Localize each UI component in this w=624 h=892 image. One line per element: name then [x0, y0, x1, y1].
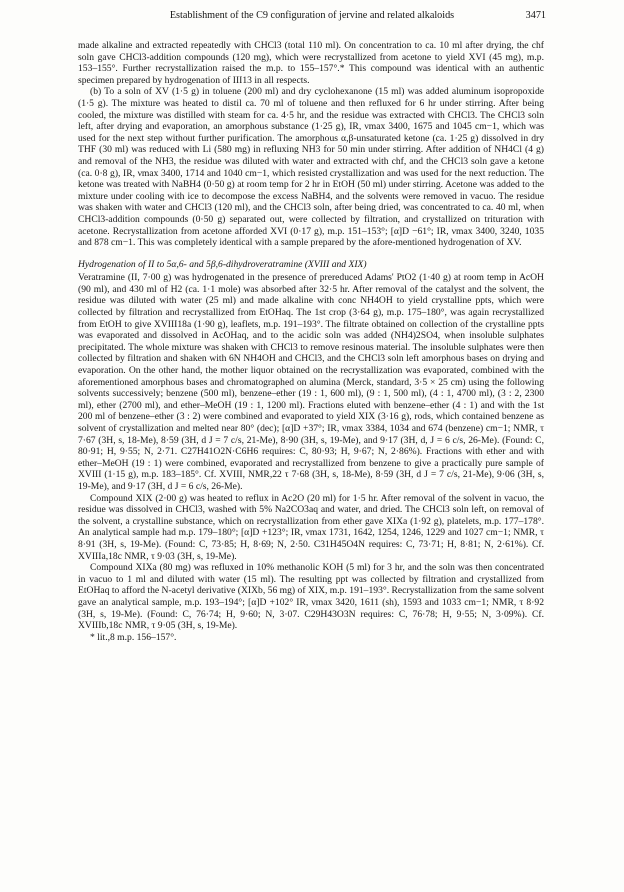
paragraph-compound-xix: Compound XIX (2·00 g) was heated to reflux in Ac2O (20 ml) for 1·5 hr. After removal of the solvent in vacuo, the residue was dissolved in CHCl3, washed with 5% Na2CO3aq and water, and dried. The CHCl3 soln left, on removal of the solvent, a crystalline substance, which on recrystallization from ether gave XIXa (1·92 g), platelets, m.p. 177–178°. An analytical sample had m.p. 179–180°; [α]D +123°; IR, νmax 1731, 1642, 1254, 1246, 1229 and 1027 cm−1; NMR, τ 8·91 (3H, s, 19-Me). (Found: C, 73·85; H, 8·69; N, 2·50. C31H45O4N requires: C, 73·71; H, 8·81; N, 2·61%). Cf. XVIIIa,18c NMR, τ 9·03 (3H, s, 19-Me). — [78, 492, 544, 562]
footnote: * lit.,8 m.p. 156–157°. — [90, 631, 177, 643]
running-title: Establishment of the C9 configuration of jervine and related alkaloids — [169, 10, 455, 21]
article-body — [78, 40, 544, 643]
paragraph-compound-xixa: Compound XIXa (80 mg) was refluxed in 10% methanolic KOH (5 ml) for 3 hr, and the soln was then concentrated in vacuo to 1 ml and diluted with water (15 ml). The resulting ppt was collected by filtration and crystallized from EtOHaq to afford the N-acetyl derivative (XIXb, 56 mg) of XIX, m.p. 191–193°. Recrystallization from the same solvent gave an analytical sample, m.p. 193–194°; [α]D +102° IR, νmax 3420, 1611 (sh), 1593 and 1033 cm−1; NMR, τ 8·92 (3H, s, 19-Me). (Found: C, 76·74; H, 9·60; N, 3·07. C29H43O3N requires: C, 76·78; H, 9·55; N, 3·09%). Cf. XVIIIb,18c NMR, τ 9·05 (3H, s, 19-Me). — [78, 562, 544, 632]
paragraph-veratramine-hydrogenation: Veratramine (II, 7·00 g) was hydrogenated in the presence of prereduced Adams' PtO2 (1·40 g) at room temp in AcOH (90 ml), and 430 ml of H2 (ca. 1·1 mole) was absorbed after 32·5 hr. After removal of the catalyst and the solvent, the residue was diluted with water (25 ml) and made alkaline with conc NH4OH to yield crystalline ppts, which were collected by filtration and recrystallized from EtOHaq. The 1st crop (3·64 g), m.p. 175–180°, was again recrystallized from EtOH to give XVIII18a (1·90 g), leaflets, m.p. 191–193°. The filtrate obtained on collection of the crystalline ppts was evaporated and dissolved in AcOHaq, and to the acidic soln was added (NH4)2SO4, when insoluble sulphates precipitated. The whole mixture was shaken with CHCl3 to remove resinous material. The insoluble sulphates were then collected by filtration and shaken with 6N NH4OH and CHCl3, and the CHCl3 soln left amorphous bases on drying and evaporation. On the other hand, the mother liquor obtained on the recrystallization was evaporated, combined with the aforementioned amorphous bases and chromatographed on alumina (Merck, standard, 3·5 × 25 cm) using the following solvents successively; benzene (500 ml), benzene–ether (19 : 1, 600 ml), (9 : 1, 500 ml), (4 : 1, 4700 ml), (3 : 2, 2300 ml), ether (2700 ml), and ether–MeOH (19 : 1, 1200 ml). Fractions eluted with benzene–ether (4 : 1) and with the 1st 200 ml of benzene–ether (3 : 2) were combined and evaporated to yield XIX (3·16 g), rods, which contained benzene as solvent of crystallization and melted near 80° (dec); [α]D +37°; IR, νmax 3384, 1034 and 674 (benzene) cm−1; NMR, τ 7·67 (3H, s, 18-Me), 8·59 (3H, d J = 7 c/s, 21-Me), 8·90 (3H, s, 19-Me), and 9·17 (3H, d, J = 6 c/s, 26-Me). (Found: C, 80·91; H, 9·55; N, 2·71. C27H41O2N·C6H6 requires: C, 80·93; H, 9·67; N, 2·86%). Fractions with ether and with ether–MeOH (19 : 1) were combined, evaporated and recrystallized from benzene to give a practically pure sample of XVIII (1·15 g), m.p. 183–185°. Cf. XVIII, NMR,22 τ 7·68 (3H, s, 18-Me), 8·59 (3H, d J = 7 c/s, 21-Me), 9·06 (3H, s, 19-Me), and 9·17 (3H, d J = 6 c/s, 26-Me). — [78, 272, 544, 492]
paragraph-procedure-b: (b) To a soln of XV (1·5 g) in toluene (200 ml) and dry cyclohexanone (15 ml) was added aluminum isopropoxide (1·5 g). The mixture was heated to distil ca. 70 ml of toluene and then refluxed for 6 hr under stirring. After being cooled, the mixture was distilled with steam for ca. 4·5 hr, and the residue was extracted with CHCl3. The CHCl3 soln left, after drying and evaporation, an amorphous substance (1·25 g), IR, νmax 3400, 1675 and 1045 cm−1, which was used for the next step without further purification. The amorphous α,β-unsaturated ketone (ca. 1·25 g) dissolved in dry THF (30 ml) was reduced with Li (580 mg) in refluxing NH3 for 50 min under stirring. After addition of NH4Cl (4 g) and removal of the NH3, the residue was diluted with water and extracted with chf, and the CHCl3 soln gave a ketone (ca. 0·8 g), IR, νmax 3400, 1714 and 1040 cm−1, which resisted crystallization and was used for the next reduction. The ketone was treated with NaBH4 (0·50 g) at room temp for 2 hr in EtOH (50 ml) under stirring. Acetone was added to the mixture under cooling with ice to decompose the excess NaBH4, and the solvents were removed in vacuo. The residue was shaken with water and CHCl3 (120 ml), and the CHCl3 soln, after being dried, was concentrated to ca. 40 ml, when CHCl3-addition compounds (0·50 g) separated out, were collected by filtration, and crystallized on trituration with acetone. Recrystallization from acetone afforded XVI (0·17 g), m.p. 151–153°; [α]D −61°; IR, νmax 3400, 3240, 1035 and 878 cm−1. This was completely identical with a sample prepared by the afore-mentioned hydrogenation of XV. — [78, 86, 544, 249]
page-number: 3471 — [525, 10, 546, 21]
running-header — [0, 10, 624, 26]
section-heading: Hydrogenation of II to 5α,6- and 5β,6-dihydroveratramine (XVIII and XIX) — [78, 258, 367, 270]
paragraph-continued: made alkaline and extracted repeatedly with CHCl3 (total 110 ml). On concentration to ca. 10 ml after drying, the chf soln gave CHCl3-addition compounds (120 mg), which were recrystallized from acetone to yield XVI (45 mg), m.p. 153–155°. Further recrystallization raised the m.p. to 155–157°.* This compound was identical with an authentic specimen prepared by hydrogenation of III13 in all respects. — [78, 40, 544, 86]
